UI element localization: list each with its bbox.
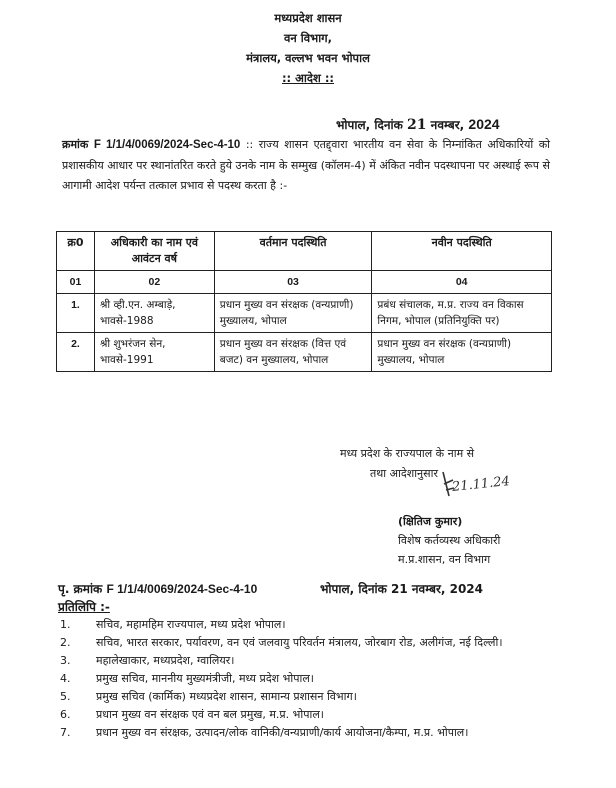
list-item-number: 3.	[60, 654, 71, 667]
row-new-posting: प्रधान मुख्य वन संरक्षक (वन्यप्राणी) मुख्यालय, भोपाल	[372, 333, 552, 372]
document-header	[0, 8, 616, 88]
authority-line-1: मध्य प्रदेश के राज्यपाल के नाम से	[340, 447, 475, 460]
row-sno: 1.	[57, 294, 95, 333]
dateline-place: भोपाल, दिनांक	[336, 118, 403, 132]
header-government: मध्यप्रदेश शासन	[274, 11, 342, 25]
list-item-text: प्रमुख सचिव, माननीय मुख्यमंत्रीजी, मध्य प्रदेश भोपाल।	[96, 672, 314, 685]
copy-reference-number: F 1/1/4/0069/2024-Sec-4-10	[106, 582, 258, 596]
list-item-number: 2.	[60, 636, 71, 649]
list-item-number: 5.	[60, 690, 71, 703]
row-current-posting: प्रधान मुख्य वन संरक्षक (वित्त एवं बजट) वन मुख्यालय, भोपाल	[214, 333, 372, 372]
row-officer: श्री शुभरंजन सेन, भावसे-1991	[94, 333, 214, 372]
row-sno: 2.	[57, 333, 95, 372]
intro-text: :: राज्य शासन एतद्द्वारा भारतीय वन सेवा के निम्नांकित अधिकारियों को प्रशासकीय आधार पर स्थानांतरित करते हुये उनके नाम के सम्मुख (कॉलम-4) में अंकित नवीन पदस्थापना पर अस्थाई रूप से आगामी आदेश पर्यन्त तत्काल प्रभाव से पदस्थ करता है :-	[62, 138, 551, 192]
list-item-text: प्रधान मुख्य वन संरक्षक एवं वन बल प्रमुख, म.प्र. भोपाल।	[96, 708, 324, 721]
list-item-text: प्रधान मुख्य वन संरक्षक, उत्पादन/लोक वानिकी/वन्यप्राणी/कार्य आयोजना/कैम्पा, म.प्र. भोपाल।	[96, 726, 469, 739]
list-item-text: सचिव, महामहिम राज्यपाल, मध्य प्रदेश भोपाल।	[96, 618, 286, 631]
list-item	[60, 616, 552, 634]
list-item	[60, 724, 552, 742]
list-item	[60, 706, 552, 724]
list-item	[60, 688, 552, 706]
list-item-number: 6.	[60, 708, 71, 721]
table-header-row	[57, 232, 552, 271]
signer-office: म.प्र.शासन, वन विभाग	[398, 553, 491, 566]
row-new-posting: प्रबंध संचालक, म.प्र. राज्य वन विकास निगम, भोपाल (प्रतिनियुक्ति पर)	[372, 294, 552, 333]
copy-prefix: पृ. क्रमांक	[58, 582, 103, 596]
col-header-officer: अधिकारी का नाम एवं आवंटन वर्ष	[94, 232, 214, 271]
order-body-text	[62, 135, 550, 197]
col-number: 03	[214, 271, 372, 294]
col-header-new: नवीन पदस्थिति	[372, 232, 552, 271]
list-item	[60, 652, 552, 670]
col-header-sno: क्र0	[57, 232, 95, 271]
dateline-year: 2024	[468, 116, 500, 132]
col-header-current: वर्तमान पदस्थिति	[214, 232, 372, 271]
copy-label: प्रतिलिपि :-	[58, 600, 110, 614]
order-dateline	[336, 116, 500, 133]
dateline-month: नवम्बर,	[430, 118, 465, 132]
list-item-number: 1.	[60, 618, 71, 631]
table-row	[57, 333, 552, 372]
authority-line-2: तथा आदेशानुसार	[370, 467, 438, 480]
list-item-text: महालेखाकार, मध्यप्रदेश, ग्वालियर।	[96, 654, 235, 667]
transfer-table	[56, 231, 552, 372]
list-item-number: 4.	[60, 672, 71, 685]
table-row	[57, 294, 552, 333]
row-current-posting: प्रधान मुख्य वन संरक्षक (वन्यप्राणी) मुख्यालय, भोपाल	[214, 294, 372, 333]
list-item-text: सचिव, भारत सरकार, पर्यावरण, वन एवं जलवायु परिवर्तन मंत्रालय, जोरबाग रोड, अलीगंज, नई दिल्ली।	[96, 636, 503, 649]
list-item	[60, 670, 552, 688]
copy-recipients-list	[60, 616, 552, 742]
header-department: वन विभाग,	[283, 31, 333, 45]
signer-name: (क्षितिज कुमार)	[398, 515, 463, 528]
col-number: 04	[372, 271, 552, 294]
list-item	[60, 634, 552, 652]
intro-prefix: क्रमांक	[62, 138, 89, 151]
signature-date: 21.11.24	[451, 474, 511, 495]
row-officer: श्री व्ही.एन. अम्बाड़े, भावसे-1988	[94, 294, 214, 333]
order-title: :: आदेश ::	[281, 71, 335, 85]
header-address: मंत्रालय, वल्लभ भवन भोपाल	[246, 51, 370, 65]
col-number: 02	[94, 271, 214, 294]
list-item-number: 7.	[60, 726, 71, 739]
signer-block	[398, 512, 500, 569]
intro-reference-number: F 1/1/4/0069/2024-Sec-4-10	[93, 139, 241, 151]
copy-reference-line	[58, 580, 483, 597]
col-number: 01	[57, 271, 95, 294]
dateline-day: 21	[407, 117, 427, 133]
list-item-text: प्रमुख सचिव (कार्मिक) मध्यप्रदेश शासन, सामान्य प्रशासन विभाग।	[96, 690, 357, 703]
copy-date: भोपाल, दिनांक 21 नवम्बर, 2024	[320, 582, 483, 596]
table-column-number-row	[57, 271, 552, 294]
signer-designation: विशेष कर्तव्यस्थ अधिकारी	[398, 534, 501, 547]
